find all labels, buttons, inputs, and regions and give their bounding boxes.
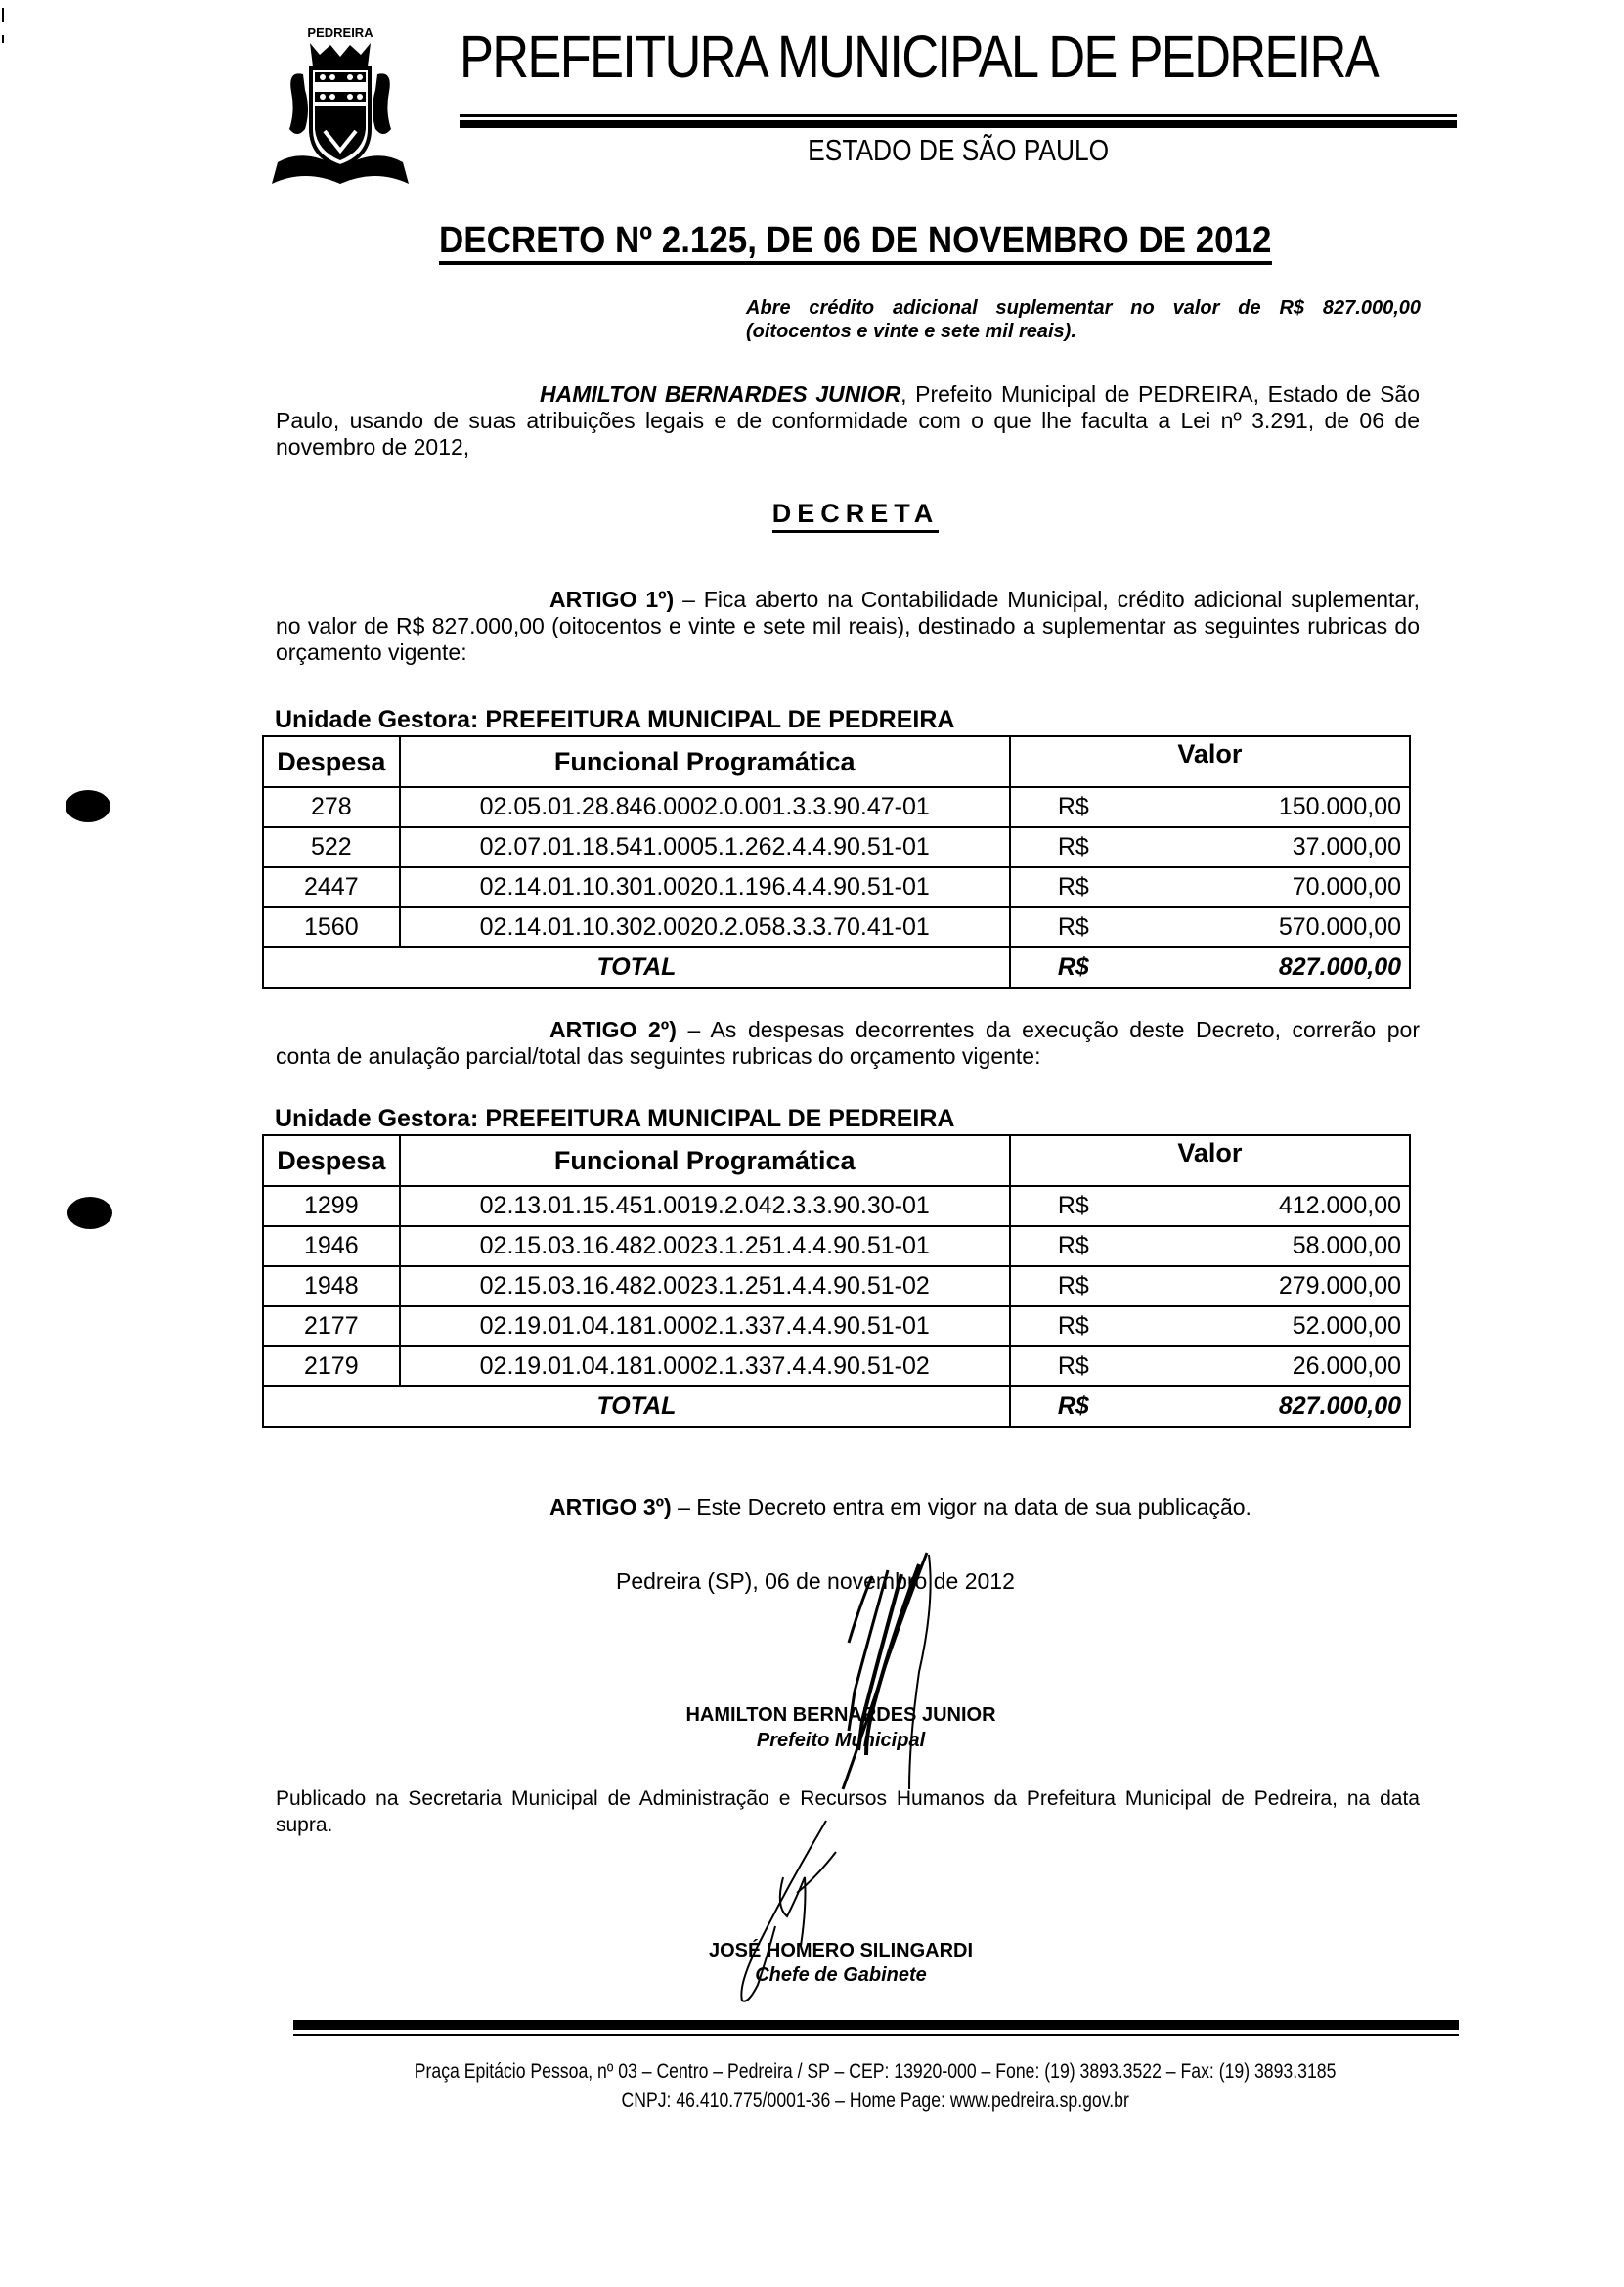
currency: R$ xyxy=(1057,793,1089,820)
preamble xyxy=(276,381,1420,461)
preamble-text: , Prefeito Municipal de PEDREIRA, Estado de São Paulo, usando de suas atribuições legais e de conformidade com o que lhe faculta a Lei nº 3.291, de 06 de novembro de 2012, xyxy=(276,381,1420,460)
cell-funcional: 02.15.03.16.482.0023.1.251.4.4.90.51-01 xyxy=(400,1226,1010,1266)
header-rule xyxy=(460,120,1457,128)
coat-of-arms-label: PEDREIRA xyxy=(307,25,373,40)
table-row xyxy=(263,907,1410,947)
total-valor xyxy=(1010,1386,1410,1427)
amount: 37.000,00 xyxy=(1292,833,1401,860)
table-row xyxy=(263,827,1410,867)
table-row xyxy=(263,1266,1410,1306)
table-row xyxy=(263,867,1410,907)
article-3-label: ARTIGO 3º) xyxy=(549,1494,672,1519)
chief-role: Chefe de Gabinete xyxy=(755,1964,927,1986)
cell-despesa: 2447 xyxy=(263,867,400,907)
cell-valor xyxy=(1010,1186,1410,1226)
footer-rule xyxy=(293,2034,1459,2036)
cell-despesa: 278 xyxy=(263,787,400,827)
preamble-mayor-name: HAMILTON BERNARDES JUNIOR xyxy=(540,381,901,407)
table-row xyxy=(263,1346,1410,1386)
amount: 150.000,00 xyxy=(1278,793,1401,820)
total-amount: 827.000,00 xyxy=(1278,1392,1401,1420)
cell-despesa: 2177 xyxy=(263,1306,400,1346)
cell-funcional: 02.14.01.10.302.0020.2.058.3.3.70.41-01 xyxy=(400,907,1010,947)
table-row xyxy=(263,1226,1410,1266)
article-1 xyxy=(276,587,1420,666)
cell-despesa: 1946 xyxy=(263,1226,400,1266)
article-3-text: – Este Decreto entra em vigor na data de sua publicação. xyxy=(671,1494,1251,1519)
coat-of-arms-icon xyxy=(266,22,415,186)
header-title: PREFEITURA MUNICIPAL DE PEDREIRA xyxy=(460,23,1378,90)
amount: 412.000,00 xyxy=(1278,1192,1401,1219)
punch-hole xyxy=(66,790,110,822)
cell-funcional: 02.07.01.18.541.0005.1.262.4.4.90.51-01 xyxy=(400,827,1010,867)
footer-rule xyxy=(293,2020,1459,2030)
supplement-table xyxy=(262,735,1411,989)
mayor-signature-icon xyxy=(782,1545,958,1799)
article-3 xyxy=(276,1494,1420,1520)
cell-despesa: 1299 xyxy=(263,1186,400,1226)
header-despesa: Despesa xyxy=(263,736,400,787)
cell-valor xyxy=(1010,1266,1410,1306)
amount: 58.000,00 xyxy=(1292,1232,1401,1259)
total-row xyxy=(263,947,1410,988)
currency: R$ xyxy=(1057,1392,1089,1420)
currency: R$ xyxy=(1057,873,1089,901)
cell-funcional: 02.19.01.04.181.0002.1.337.4.4.90.51-01 xyxy=(400,1306,1010,1346)
currency: R$ xyxy=(1057,1312,1089,1340)
cell-valor xyxy=(1010,907,1410,947)
amount: 26.000,00 xyxy=(1292,1352,1401,1380)
amount: 570.000,00 xyxy=(1278,913,1401,941)
total-row xyxy=(263,1386,1410,1427)
amount: 52.000,00 xyxy=(1292,1312,1401,1340)
article-2-text: – As despesas decorrentes da execução deste Decreto, correrão por conta de anulação parcial/total das seguintes rubricas do orçamento vigente: xyxy=(276,1017,1421,1069)
currency: R$ xyxy=(1057,1352,1089,1380)
total-label: TOTAL xyxy=(263,947,1010,988)
footer-address-text: Praça Epitácio Pessoa, nº 03 – Centro – Pedreira / SP – CEP: 13920-000 – Fone: (19) 3893.3522 – Fax: (19) 3893.3185 xyxy=(414,2060,1337,2083)
header-valor: Valor xyxy=(1010,736,1410,787)
amount: 279.000,00 xyxy=(1278,1272,1401,1299)
cell-valor xyxy=(1010,1346,1410,1386)
decree-title-text: DECRETO Nº 2.125, DE 06 DE NOVEMBRO DE 2012 xyxy=(439,222,1271,265)
cell-funcional: 02.05.01.28.846.0002.0.001.3.3.90.47-01 xyxy=(400,787,1010,827)
header-funcional: Funcional Programática xyxy=(400,736,1010,787)
chief-name: JOSÉ HOMERO SILINGARDI xyxy=(708,1940,974,1961)
article-1-text: – Fica aberto na Contabilidade Municipal, crédito adicional suplementar, no valor de R$ 827.000,00 (oitocentos e vinte e sete mil reais), destinado a suplementar as seguintes rubricas do orçamento vigente: xyxy=(276,587,1420,665)
cell-despesa: 1948 xyxy=(263,1266,400,1306)
cell-funcional: 02.13.01.15.451.0019.2.042.3.3.90.30-01 xyxy=(400,1186,1010,1226)
total-amount: 827.000,00 xyxy=(1278,953,1401,981)
cell-valor xyxy=(1010,1306,1410,1346)
currency: R$ xyxy=(1057,833,1089,860)
footer-cnpj xyxy=(274,2090,1476,2111)
currency: R$ xyxy=(1057,1272,1089,1299)
table-row xyxy=(263,787,1410,827)
amount: 70.000,00 xyxy=(1292,873,1401,901)
cell-valor xyxy=(1010,787,1410,827)
decreta-heading xyxy=(254,501,1457,527)
article-2-label: ARTIGO 2º) xyxy=(549,1017,677,1042)
currency: R$ xyxy=(1057,953,1089,981)
cell-funcional: 02.19.01.04.181.0002.1.337.4.4.90.51-02 xyxy=(400,1346,1010,1386)
cell-funcional: 02.15.03.16.482.0023.1.251.4.4.90.51-02 xyxy=(400,1266,1010,1306)
table-row xyxy=(263,1186,1410,1226)
place-date: Pedreira (SP), 06 de novembro de 2012 xyxy=(616,1568,1015,1594)
currency: R$ xyxy=(1057,1192,1089,1219)
decree-title xyxy=(254,222,1457,265)
header-rule xyxy=(460,114,1457,117)
annulment-table xyxy=(262,1134,1411,1428)
mayor-role: Prefeito Municipal xyxy=(756,1730,926,1751)
footer-cnpj-text: CNPJ: 46.410.775/0001-36 – Home Page: www.pedreira.sp.gov.br xyxy=(621,2089,1129,2112)
cell-funcional: 02.14.01.10.301.0020.1.196.4.4.90.51-01 xyxy=(400,867,1010,907)
decree-ementa: Abre crédito adicional suplementar no valor de R$ 827.000,00 (oitocentos e vinte e sete mil reais). xyxy=(746,297,1421,342)
scan-edge-mark xyxy=(2,35,4,43)
scan-edge-mark xyxy=(2,8,4,22)
header-state xyxy=(460,135,1457,165)
cell-despesa: 522 xyxy=(263,827,400,867)
table-2-unit-title: Unidade Gestora: PREFEITURA MUNICIPAL DE PEDREIRA xyxy=(275,1105,955,1132)
cell-despesa: 1560 xyxy=(263,907,400,947)
footer-address xyxy=(274,2061,1476,2082)
cell-valor xyxy=(1010,1226,1410,1266)
cell-valor xyxy=(1010,827,1410,867)
decreta-text: DECRETA xyxy=(772,499,940,533)
cell-valor xyxy=(1010,867,1410,907)
article-1-label: ARTIGO 1º) xyxy=(549,587,675,612)
header-despesa: Despesa xyxy=(263,1135,400,1186)
table-row xyxy=(263,1306,1410,1346)
punch-hole xyxy=(67,1197,112,1229)
article-2 xyxy=(276,1017,1420,1070)
header-funcional: Funcional Programática xyxy=(400,1135,1010,1186)
header-state-text: ESTADO DE SÃO PAULO xyxy=(808,133,1109,167)
table-1-unit-title: Unidade Gestora: PREFEITURA MUNICIPAL DE PEDREIRA xyxy=(275,706,955,733)
table-header-row xyxy=(263,1135,1410,1186)
mayor-name: HAMILTON BERNARDES JUNIOR xyxy=(685,1704,996,1726)
header-valor: Valor xyxy=(1010,1135,1410,1186)
table-header-row xyxy=(263,736,1410,787)
cell-despesa: 2179 xyxy=(263,1346,400,1386)
currency: R$ xyxy=(1057,1232,1089,1259)
total-label: TOTAL xyxy=(263,1386,1010,1427)
publication-note: Publicado na Secretaria Municipal de Administração e Recursos Humanos da Prefeitura Municipal de Pedreira, na data supra. xyxy=(276,1787,1420,1836)
total-valor xyxy=(1010,947,1410,988)
currency: R$ xyxy=(1057,913,1089,941)
